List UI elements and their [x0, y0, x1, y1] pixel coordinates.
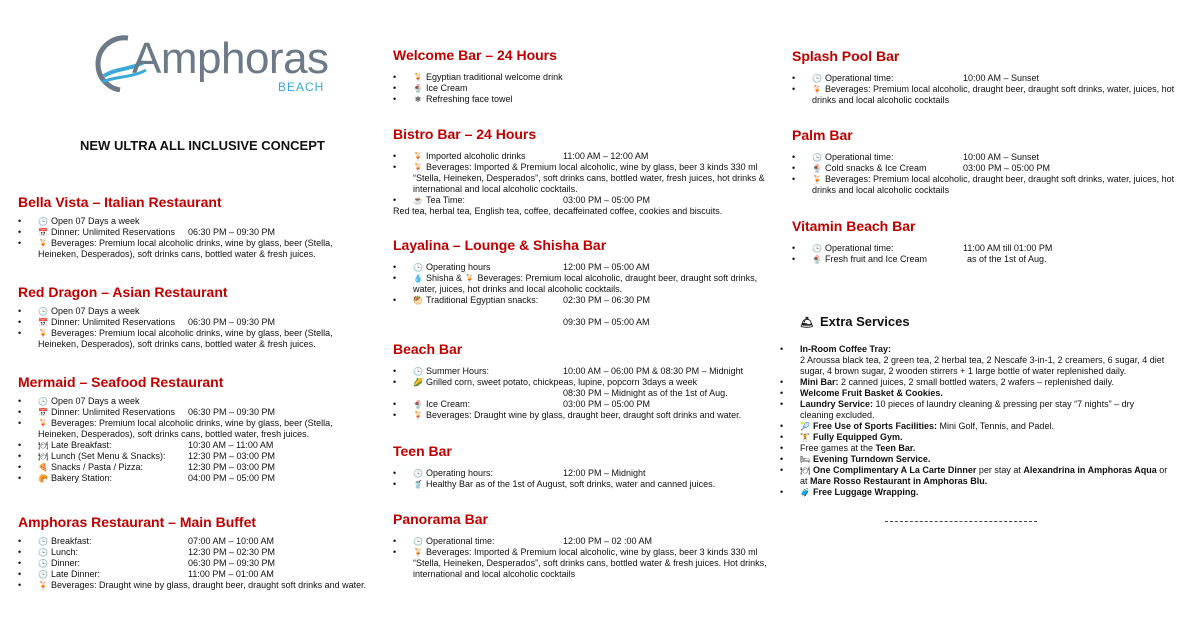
list-item — [18, 451, 373, 462]
item-bold: In-Room Coffee Tray: — [800, 344, 892, 354]
clock-icon: 🕒 — [38, 548, 48, 557]
list-item — [18, 440, 373, 451]
item-label: Shisha & — [426, 273, 465, 283]
item-label: or at — [800, 465, 1168, 486]
item-time: 10:30 AM – 11:00 AM — [188, 440, 274, 450]
item-label: Summer Hours: — [426, 366, 490, 376]
item-label: Beverages: Draught wine by glass, draught beer, draught soft drinks and water. — [426, 410, 742, 420]
item-time: as of the 1st of Aug. — [967, 254, 1047, 264]
turndown-icon: 🛏 — [800, 455, 811, 464]
calendar-icon: 📅 — [38, 228, 48, 237]
plate-icon: 🍽 — [38, 441, 49, 450]
section-title: Bella Vista – Italian Restaurant — [18, 194, 222, 210]
logo-name: Amphoras — [132, 34, 329, 83]
item-time: 12:00 PM – Midnight — [563, 468, 646, 478]
extra-services-list — [780, 344, 1170, 498]
concept-title: NEW ULTRA ALL INCLUSIVE CONCEPT — [80, 138, 325, 153]
item-time: 07:00 AM – 10:00 AM — [188, 536, 275, 546]
drink-icon: 🍹 — [38, 239, 48, 248]
list-item — [18, 328, 373, 350]
item-label: Bakery Station: — [51, 473, 113, 483]
ice-cream-icon: 🍨 — [812, 164, 822, 173]
list-item — [18, 407, 373, 418]
item-label: Beverages: Premium local alcoholic, draught beer, draught soft drinks, water, juices, hot drinks and local alcoholic cocktails — [812, 84, 1175, 105]
logo-sub: BEACH — [278, 80, 325, 94]
list-item — [780, 454, 1170, 465]
item-bold: Teen Bar. — [875, 443, 916, 453]
ice-cream-icon: 🍨 — [413, 84, 423, 93]
item-time: 11:00 AM – 12:00 AM — [563, 151, 649, 161]
section-main-buffet — [18, 514, 373, 591]
drink-icon: 🍹 — [413, 152, 423, 161]
drink-icon: 🍹 — [464, 274, 475, 283]
section-title: Beach Bar — [393, 341, 463, 357]
list-item — [18, 418, 373, 440]
item-time: 09:30 PM – 05:00 AM — [563, 317, 650, 327]
plate-icon: 🍽 — [38, 452, 49, 461]
list-item — [780, 377, 1170, 388]
section-teen-bar — [393, 443, 773, 490]
item-time: 10:00 AM – Sunset — [963, 152, 1040, 162]
list-item — [18, 238, 373, 260]
section-title: Layalina – Lounge & Shisha Bar — [393, 237, 607, 253]
item-label: Egyptian traditional welcome drink — [426, 72, 563, 82]
item-label: Beverages: Premium local alcoholic drinks, wine by glass, beer (Stella, Heineken, Desperados), soft drinks cans, bottled water & fresh juices. — [38, 328, 333, 349]
list-item — [780, 443, 1170, 454]
item-label: Cold snacks & Ice Cream — [825, 163, 927, 173]
section-title: Bistro Bar – 24 Hours — [393, 126, 537, 142]
item-bold: Free Use of Sports Facilities: — [813, 421, 938, 431]
list-item — [780, 344, 1170, 377]
item-time: 10:00 AM – 06:00 PM & 08:30 PM – Midnight — [563, 366, 744, 376]
item-label: Dinner: Unlimited Reservations — [51, 407, 176, 417]
item-label: Mini Golf, Tennis, and Padel. — [937, 421, 1054, 431]
divider — [885, 521, 1037, 522]
list-item — [18, 216, 373, 227]
drink-icon: 🍹 — [812, 85, 822, 94]
list-item — [393, 366, 773, 377]
list-item — [393, 295, 773, 306]
item-bold: One Complimentary A La Carte Dinner — [813, 465, 977, 475]
list-item — [393, 377, 773, 388]
list-item — [780, 432, 1170, 443]
item-label: Traditional Egyptian snacks: — [426, 295, 539, 305]
item-label: Beverages: Premium local alcoholic drinks, wine by glass, beer (Stella, Heineken, Desperados), soft drinks cans, bottled water & fresh juices. — [38, 238, 333, 259]
calendar-icon: 📅 — [38, 408, 48, 417]
section-bistro-bar — [393, 126, 773, 217]
section-layalina — [393, 237, 773, 327]
item-bold: Fully Equipped Gym. — [813, 432, 903, 442]
list-item — [780, 421, 1170, 432]
list-item — [393, 410, 773, 421]
list-item — [18, 569, 373, 580]
list-item — [780, 465, 1170, 487]
section-palm-bar — [792, 127, 1177, 196]
drink-icon: 🍹 — [38, 581, 48, 590]
list-item — [393, 195, 773, 206]
item-label: Beverages: Imported & Premium local alcoholic, wine by glass, beer 3 kinds 330 ml “Stella, Heineken, Desperados”, soft drinks cans, bottled water, fresh juices, hot drinks & international and local alcoholic cocktails. — [413, 162, 765, 194]
list-item — [792, 174, 1177, 196]
extra-services-title — [800, 314, 910, 329]
item-label: 2 Aroussa black tea, 2 green tea, 2 herbal tea, 2 Nescafe 3-in-1, 2 creamers, 6 sugar, 4 diet sugar, 4 brown sugar, 2 wooden stirrers + 1 large bottle of water replenished daily. — [800, 355, 1165, 376]
item-label: Snacks / Pasta / Pizza: — [51, 462, 144, 472]
sports-icon: 🎾 — [800, 422, 810, 431]
item-label: Open 07 Days a week — [51, 396, 140, 406]
list-item — [792, 243, 1177, 254]
section-title: Amphoras Restaurant – Main Buffet — [18, 514, 257, 530]
item-time: 10:00 AM – Sunset — [963, 73, 1040, 83]
item-label: Operational time: — [825, 243, 894, 253]
list-item — [18, 317, 373, 328]
list-item — [393, 273, 773, 295]
item-bold: Welcome Fruit Basket & Cookies. — [800, 388, 943, 398]
item-label: Beverages: Premium local alcoholic drinks, wine by glass, beer (Stella, Heineken, Desperados), soft drinks cans, bottled water, fresh juices. — [38, 418, 333, 439]
clock-icon: 🕒 — [812, 153, 822, 162]
list-item — [18, 396, 373, 407]
section-title: Panorama Bar — [393, 511, 488, 527]
section-bella-vista — [18, 194, 373, 260]
item-label: Operating hours: — [426, 468, 494, 478]
list-item — [393, 547, 773, 580]
item-label: Beverages: Draught wine by glass, draught beer, draught soft drinks and water. — [51, 580, 367, 590]
item-bold: Alexandrina in Amphoras Aqua — [1023, 465, 1157, 475]
item-time: 04:00 PM – 05:00 PM — [188, 473, 276, 483]
list-item — [792, 152, 1177, 163]
item-time: 12:30 PM – 03:00 PM — [188, 451, 276, 461]
gym-icon: 🏋 — [800, 433, 810, 442]
clock-icon: 🕒 — [38, 307, 48, 316]
list-item — [393, 94, 773, 105]
list-item — [18, 473, 373, 484]
dinner-icon: 🍽 — [800, 466, 811, 475]
clock-icon: 🕒 — [413, 263, 423, 272]
shisha-icon: 💧 — [413, 274, 423, 283]
clock-icon: 🕒 — [38, 397, 48, 406]
item-label: Operating hours — [426, 262, 491, 272]
item-label: Dinner: Unlimited Reservations — [51, 317, 176, 327]
item-label: Imported alcoholic drinks — [426, 151, 526, 161]
list-item — [393, 479, 773, 490]
list-item — [393, 536, 773, 547]
list-item — [393, 262, 773, 273]
item-time: 06:30 PM – 09:30 PM — [188, 317, 276, 327]
item-label: Grilled corn, sweet potato, chickpeas, lupine, popcorn 3days a week — [426, 377, 698, 387]
list-item — [393, 83, 773, 94]
list-item — [792, 254, 1177, 265]
pizza-icon: 🍕 — [38, 463, 48, 472]
list-item — [393, 162, 773, 195]
clock-icon: 🕒 — [413, 469, 423, 478]
towel-icon: ❄ — [414, 95, 422, 104]
clock-icon: 🕒 — [413, 367, 423, 376]
item-label: Tea Time: — [426, 195, 466, 205]
clock-icon: 🕒 — [38, 559, 48, 568]
item-time: 03:00 PM – 05:00 PM — [963, 163, 1051, 173]
item-label: Free games at the — [800, 443, 876, 453]
item-label: per stay at — [976, 465, 1024, 475]
item-bold: Mare Rosso Restaurant in Amphoras Blu. — [810, 476, 988, 486]
item-time: 06:30 PM – 09:30 PM — [188, 227, 276, 237]
item-time: 11:00 PM – 01:00 AM — [188, 569, 274, 579]
list-item — [393, 151, 773, 162]
drink-icon: 🍹 — [413, 73, 423, 82]
item-bold: Laundry Service: — [800, 399, 874, 409]
list-item — [780, 399, 1170, 421]
list-item — [792, 84, 1177, 106]
list-item — [18, 536, 373, 547]
ice-cream-icon: 🍨 — [812, 255, 822, 264]
section-mermaid — [18, 374, 373, 484]
drink-icon: 🍹 — [413, 548, 423, 557]
list-item — [780, 487, 1170, 498]
list-item — [393, 399, 773, 410]
item-time: 02:30 PM – 06:30 PM — [563, 295, 651, 305]
item-time: 12:00 PM – 02 :00 AM — [563, 536, 653, 546]
item-label: Ice Cream — [426, 83, 468, 93]
drink-icon: 🍹 — [413, 411, 423, 420]
item-label: Late Breakfast: — [51, 440, 112, 450]
drink-icon: 🍹 — [38, 419, 48, 428]
item-time: 12:30 PM – 02:30 PM — [188, 547, 276, 557]
list-item — [18, 580, 373, 591]
item-label: Refreshing face towel — [426, 94, 513, 104]
item-label: 2 canned juices, 2 small bottled waters, 2 wafers – replenished daily. — [838, 377, 1114, 387]
item-label: Breakfast: — [51, 536, 92, 546]
item-label: Late Dinner: — [51, 569, 101, 579]
item-label: Open 07 Days a week — [51, 216, 140, 226]
list-item — [18, 558, 373, 569]
list-item — [393, 72, 773, 83]
item-time: 11:00 AM till 01:00 PM — [963, 243, 1053, 253]
item-label: Lunch: — [51, 547, 79, 557]
section-title: Splash Pool Bar — [792, 48, 900, 64]
list-item — [18, 227, 373, 238]
item-label: Healthy Bar as of the 1st of August, soft drinks, water and canned juices. — [426, 479, 716, 489]
list-item — [18, 462, 373, 473]
item-label: Beverages: Imported & Premium local alcoholic, wine by glass, beer 3 kinds 330 ml “Stella, Heineken, Desperados”, soft drinks cans, bottled water & fresh juices. Hot drinks, international and local alcoholic cocktails — [413, 547, 767, 579]
clock-icon: 🕒 — [38, 217, 48, 226]
item-time: 06:30 PM – 09:30 PM — [188, 407, 276, 417]
section-beach-bar — [393, 341, 773, 421]
bakery-icon: 🥐 — [38, 474, 48, 483]
list-item — [792, 73, 1177, 84]
extra-title-text: Extra Services — [819, 314, 910, 329]
section-title: Palm Bar — [792, 127, 853, 143]
item-time: 06:30 PM – 09:30 PM — [188, 558, 276, 568]
list-item — [18, 306, 373, 317]
clock-icon: 🕒 — [38, 570, 48, 579]
item-time: 03:00 PM – 05:00 PM — [563, 195, 651, 205]
amphoras-logo — [90, 30, 330, 100]
item-label: Lunch (Set Menu & Snacks): — [51, 451, 166, 461]
clock-icon: 🕒 — [413, 537, 423, 546]
item-label: Operational time: — [825, 73, 894, 83]
tea-icon: ☕ — [413, 196, 423, 205]
section-title: Vitamin Beach Bar — [792, 218, 916, 234]
item-label: Operational time: — [825, 152, 894, 162]
section-welcome-bar — [393, 47, 773, 105]
list-item — [393, 468, 773, 479]
item-label: Dinner: — [51, 558, 81, 568]
item-label: Beverages: Premium local alcoholic, draught beer, draught soft drinks, water, juices, hot drinks and local alcoholic cocktails — [812, 174, 1175, 195]
section-title: Teen Bar — [393, 443, 452, 459]
section-vitamin-beach-bar — [792, 218, 1177, 265]
luggage-icon: 🧳 — [800, 488, 810, 497]
item-time: 12:30 PM – 03:00 PM — [188, 462, 276, 472]
cup-icon: 🥤 — [413, 480, 423, 489]
clock-icon: 🕒 — [812, 244, 822, 253]
bell-icon: 🛎 — [800, 317, 814, 329]
clock-icon: 🕒 — [38, 537, 48, 546]
tea-note: Red tea, herbal tea, English tea, coffee, decaffeinated coffee, cookies and biscuits. — [393, 206, 723, 216]
item-label: 10 pieces of laundry cleaning & pressing per stay “7 nights” – dry cleaning excluded. — [800, 399, 1135, 420]
item-label: Open 07 Days a week — [51, 306, 140, 316]
ice-cream-icon: 🍨 — [413, 400, 423, 409]
item-bold: Free Luggage Wrapping. — [813, 487, 919, 497]
drink-icon: 🍹 — [38, 329, 48, 338]
item-time: 03:00 PM – 05:00 PM — [563, 399, 651, 409]
item-label: Operational time: — [426, 536, 495, 546]
item-label: Fresh fruit and Ice Cream — [825, 254, 928, 264]
item-time: 12:00 PM – 05:00 AM — [563, 262, 650, 272]
item-time: 08:30 PM – Midnight as of the 1st of Aug. — [563, 388, 728, 398]
corn-icon: 🌽 — [413, 378, 423, 387]
item-bold: Evening Turndown Service. — [813, 454, 931, 464]
list-item — [780, 388, 1170, 399]
clock-icon: 🕒 — [812, 74, 822, 83]
item-label: Ice Cream: — [426, 399, 471, 409]
drink-icon: 🍹 — [812, 175, 822, 184]
section-title: Red Dragon – Asian Restaurant — [18, 284, 228, 300]
section-title: Welcome Bar – 24 Hours — [393, 47, 557, 63]
item-label: Beverages: Premium local alcoholic, draught beer, draught soft drinks, water, juices, hot drinks and local alcoholic cocktails. — [413, 273, 758, 294]
item-bold: Mini Bar: — [800, 377, 839, 387]
item-label: Dinner: Unlimited Reservations — [51, 227, 176, 237]
list-item — [18, 547, 373, 558]
section-title: Mermaid – Seafood Restaurant — [18, 374, 224, 390]
snack-icon: 🥙 — [413, 296, 423, 305]
section-panorama-bar — [393, 511, 773, 580]
drink-icon: 🍹 — [413, 163, 423, 172]
calendar-icon: 📅 — [38, 318, 48, 327]
section-splash-pool-bar — [792, 48, 1177, 106]
section-red-dragon — [18, 284, 373, 350]
list-item — [792, 163, 1177, 174]
